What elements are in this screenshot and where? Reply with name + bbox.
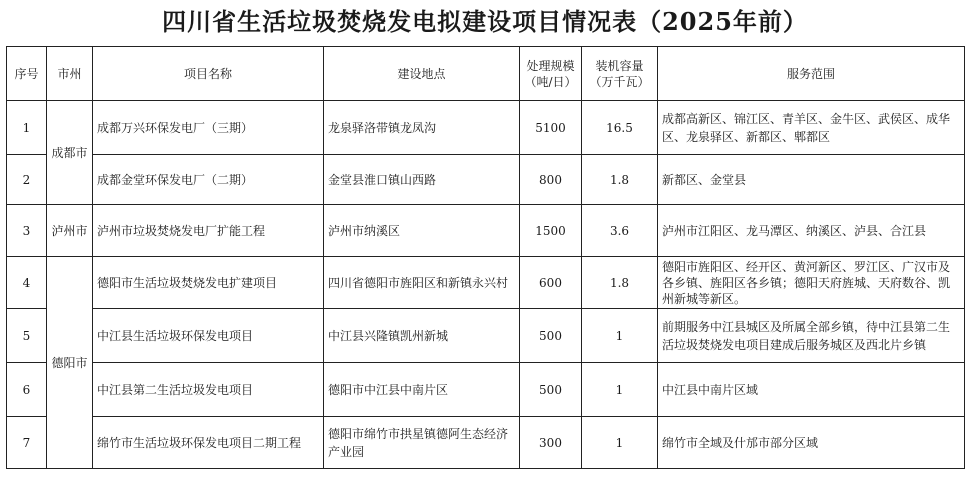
project-table: [6, 46, 965, 469]
cell-service: 绵竹市全域及什邡市部分区域: [658, 417, 965, 469]
cell-power: 1: [582, 309, 658, 363]
table-row: [7, 155, 965, 205]
cell-capacity: 500: [520, 309, 582, 363]
cell-service: 德阳市旌阳区、经开区、黄河新区、罗江区、广汉市及各乡镇、旌阳区各乡镇；德阳天府旌城、天府数谷、凯州新城等新区。: [658, 257, 965, 309]
cell-capacity: 300: [520, 417, 582, 469]
cell-project: 绵竹市生活垃圾环保发电项目二期工程: [93, 417, 324, 469]
header-city: 市州: [47, 47, 93, 101]
cell-location: 四川省德阳市旌阳区和新镇永兴村: [324, 257, 520, 309]
cell-project: 成都万兴环保发电厂（三期）: [93, 101, 324, 155]
cell-power: 1.8: [582, 257, 658, 309]
cell-service: 中江县中南片区域: [658, 363, 965, 417]
cell-seq: 6: [7, 363, 47, 417]
cell-power: 3.6: [582, 205, 658, 257]
header-power-line2: （万千瓦）: [589, 74, 650, 89]
table-row: [7, 205, 965, 257]
header-capacity: [520, 47, 582, 101]
cell-city: 成都市: [47, 101, 93, 205]
cell-location: 中江县兴隆镇凯州新城: [324, 309, 520, 363]
cell-location: 泸州市纳溪区: [324, 205, 520, 257]
cell-capacity: 500: [520, 363, 582, 417]
cell-project: 成都金堂环保发电厂（二期）: [93, 155, 324, 205]
page-title: 四川省生活垃圾焚烧发电拟建设项目情况表（2025年前）: [162, 7, 808, 36]
cell-capacity: 5100: [520, 101, 582, 155]
header-row: [7, 47, 965, 101]
cell-power: 16.5: [582, 101, 658, 155]
cell-location: 龙泉驿洛带镇龙凤沟: [324, 101, 520, 155]
cell-capacity: 1500: [520, 205, 582, 257]
table-row: [7, 101, 965, 155]
cell-service: 成都高新区、锦江区、青羊区、金牛区、武侯区、成华区、龙泉驿区、新都区、郫都区: [658, 101, 965, 155]
cell-seq: 7: [7, 417, 47, 469]
header-capacity-line1: 处理规模: [526, 58, 575, 73]
table-row: [7, 363, 965, 417]
header-project: 项目名称: [93, 47, 324, 101]
cell-power: 1: [582, 417, 658, 469]
cell-project: 中江县第二生活垃圾发电项目: [93, 363, 324, 417]
table-row: [7, 257, 965, 309]
cell-city: 德阳市: [47, 257, 93, 469]
cell-location: 德阳市中江县中南片区: [324, 363, 520, 417]
header-seq: 序号: [7, 47, 47, 101]
header-location: 建设地点: [324, 47, 520, 101]
header-power-line1: 装机容量: [595, 58, 644, 73]
header-power: [582, 47, 658, 101]
table-row: [7, 417, 965, 469]
cell-city: 泸州市: [47, 205, 93, 257]
header-capacity-line2: （吨/日）: [524, 74, 577, 89]
cell-project: 德阳市生活垃圾焚烧发电扩建项目: [93, 257, 324, 309]
cell-service: 前期服务中江县城区及所属全部乡镇，待中江县第二生活垃圾焚烧发电项目建成后服务城区及西北片乡镇: [658, 309, 965, 363]
cell-service: 泸州市江阳区、龙马潭区、纳溪区、泸县、合江县: [658, 205, 965, 257]
cell-seq: 2: [7, 155, 47, 205]
header-service: 服务范围: [658, 47, 965, 101]
cell-power: 1.8: [582, 155, 658, 205]
cell-power: 1: [582, 363, 658, 417]
cell-seq: 4: [7, 257, 47, 309]
table-row: [7, 309, 965, 363]
cell-seq: 5: [7, 309, 47, 363]
cell-capacity: 600: [520, 257, 582, 309]
cell-location: 德阳市绵竹市拱星镇德阿生态经济产业园: [324, 417, 520, 469]
cell-project: 泸州市垃圾焚烧发电厂扩能工程: [93, 205, 324, 257]
cell-service: 新都区、金堂县: [658, 155, 965, 205]
cell-location: 金堂县淮口镇山西路: [324, 155, 520, 205]
cell-seq: 3: [7, 205, 47, 257]
cell-capacity: 800: [520, 155, 582, 205]
cell-project: 中江县生活垃圾环保发电项目: [93, 309, 324, 363]
cell-seq: 1: [7, 101, 47, 155]
